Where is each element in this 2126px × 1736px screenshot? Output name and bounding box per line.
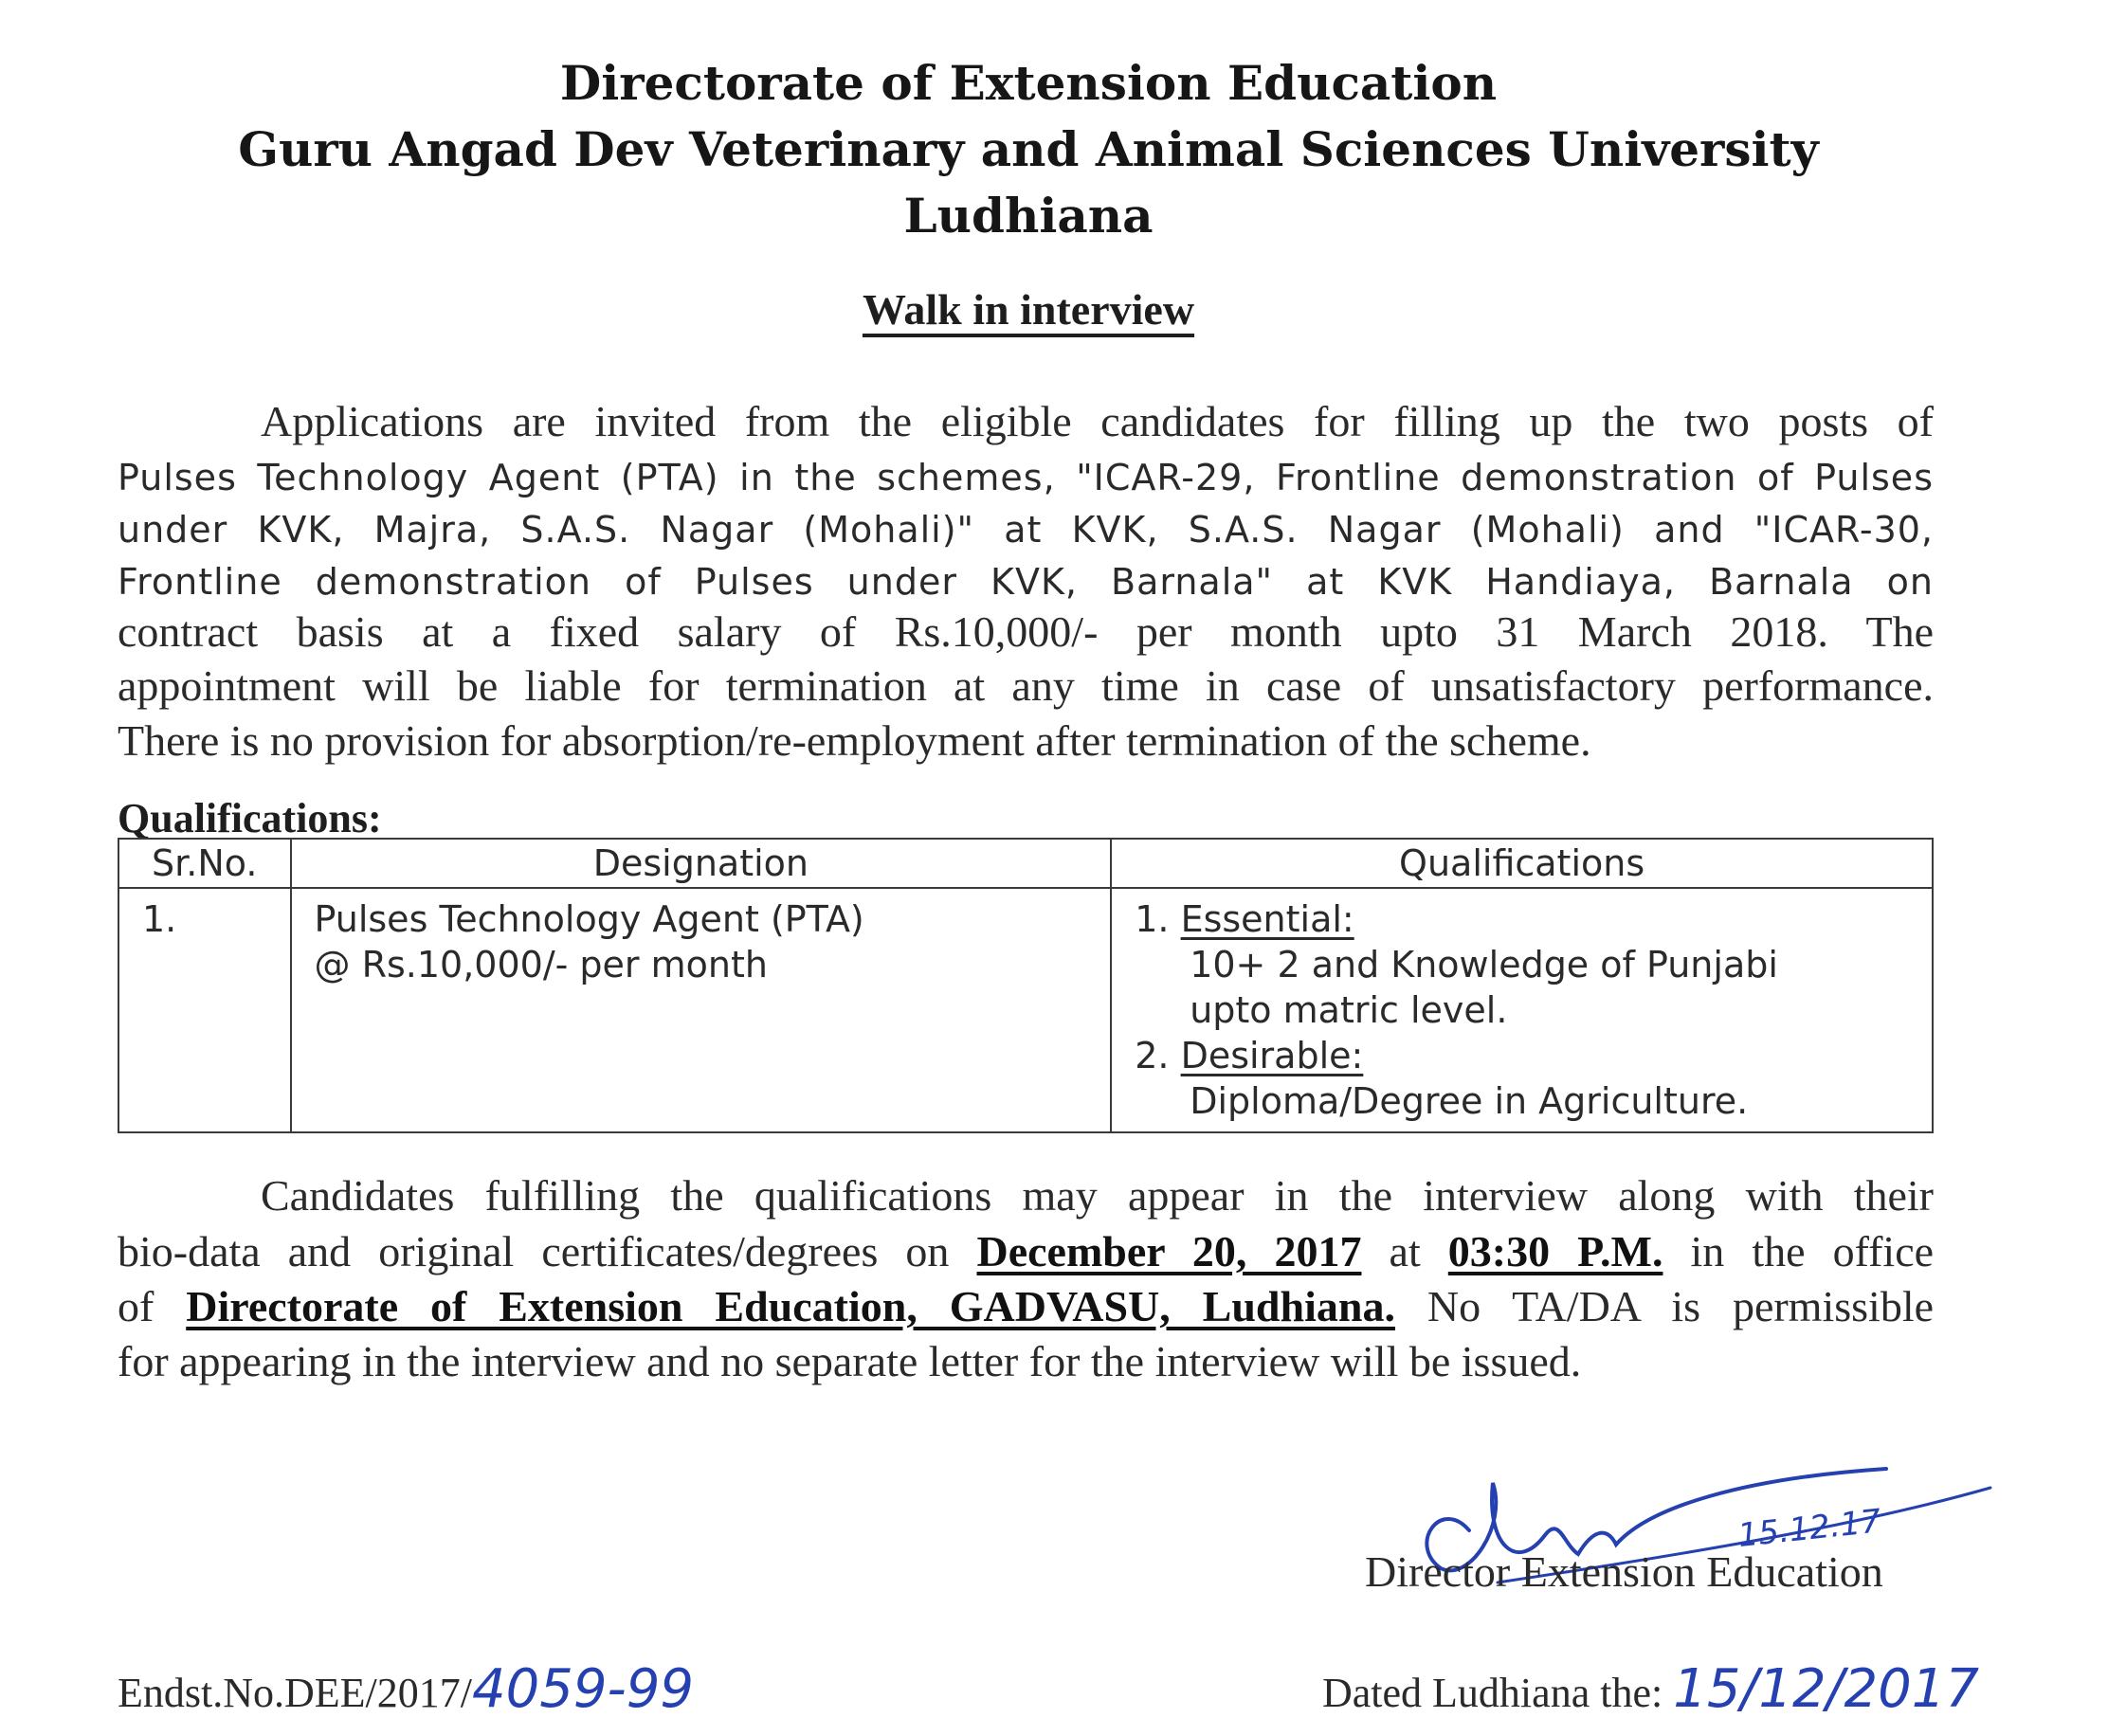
designation-title: Pulses Technology Agent (PTA): [314, 898, 864, 940]
intro-line: under KVK, Majra, S.A.S. Nagar (Mohali)" at KVK, S.A.S. Nagar (Mohali) and "ICAR-30,: [118, 509, 1934, 551]
closing-line: bio-data and original certificates/degrees on December 20, 2017 at 03:30 P.M. in the office: [118, 1227, 1935, 1275]
essential-item: 1. Essential:: [1135, 898, 1354, 940]
designation-salary: @ Rs.10,000/- per month: [314, 944, 768, 986]
endorsement-number: Endst.No.DEE/2017/4059-99: [118, 1658, 694, 1720]
column-header-qualifications: Qualifications: [1111, 839, 1933, 888]
dated-line: Dated Ludhiana the: 15/12/2017: [1322, 1658, 1979, 1720]
essential-text: upto matric level.: [1190, 989, 1508, 1031]
interview-time: 03:30 P.M.: [1447, 1227, 1663, 1275]
essential-label: Essential:: [1180, 898, 1354, 940]
intro-line: Frontline demonstration of Pulses under KVK, Barnala" at KVK Handiaya, Barnala on: [118, 561, 1934, 603]
director-signature: [1403, 1440, 2009, 1630]
signatory-designation: Director Extension Education: [1365, 1547, 1883, 1596]
qualifications-heading: Qualifications:: [118, 795, 382, 841]
intro-line: contract basis at a fixed salary of Rs.10,000/- per month upto 31 March 2018. The: [118, 607, 1934, 656]
table-row: [118, 888, 1933, 1132]
intro-line: appointment will be liable for termination at any time in case of unsatisfactory performance.: [118, 661, 1934, 710]
qualifications-table: [118, 838, 1934, 1133]
notice-title: Walk in interview: [862, 285, 1195, 334]
closing-line: Candidates fulfilling the qualifications may appear in the interview along with their: [261, 1171, 1934, 1220]
cell-designation: [291, 888, 1112, 1132]
intro-line: There is no provision for absorption/re-employment after termination of the scheme.: [118, 716, 1591, 765]
handwritten-date: 15/12/2017: [1673, 1658, 1979, 1720]
desirable-text: Diploma/Degree in Agriculture.: [1190, 1080, 1749, 1122]
header-city: Ludhiana: [903, 188, 1154, 244]
intro-line: Pulses Technology Agent (PTA) in the schemes, "ICAR-29, Frontline demonstration of Pulses: [118, 457, 1934, 498]
column-header-designation: Designation: [291, 839, 1112, 888]
column-header-srno: Sr.No.: [118, 839, 291, 888]
table-header-row: [118, 839, 1933, 888]
header-directorate: Directorate of Extension Education: [559, 55, 1498, 111]
interview-venue: Directorate of Extension Education, GADVASU, Ludhiana.: [186, 1282, 1395, 1330]
desirable-label: Desirable:: [1180, 1035, 1364, 1076]
intro-line: Applications are invited from the eligible candidates for filling up the two posts of: [261, 397, 1934, 445]
desirable-item: 2. Desirable:: [1135, 1035, 1364, 1076]
interview-date: December 20, 2017: [976, 1227, 1362, 1275]
cell-qualifications: [1111, 888, 1933, 1132]
handwritten-endst: 4059-99: [471, 1658, 694, 1720]
header-university: Guru Angad Dev Veterinary and Animal Sciences University: [238, 121, 1819, 177]
cell-srno: 1.: [118, 888, 291, 1132]
closing-line: of Directorate of Extension Education, GADVASU, Ludhiana. No TA/DA is permissible: [118, 1282, 1935, 1330]
closing-line: for appearing in the interview and no separate letter for the interview will be issued.: [118, 1337, 1582, 1385]
essential-text: 10+ 2 and Knowledge of Punjabi: [1190, 944, 1778, 986]
signature-date: 15.12.17: [1735, 1502, 1883, 1555]
